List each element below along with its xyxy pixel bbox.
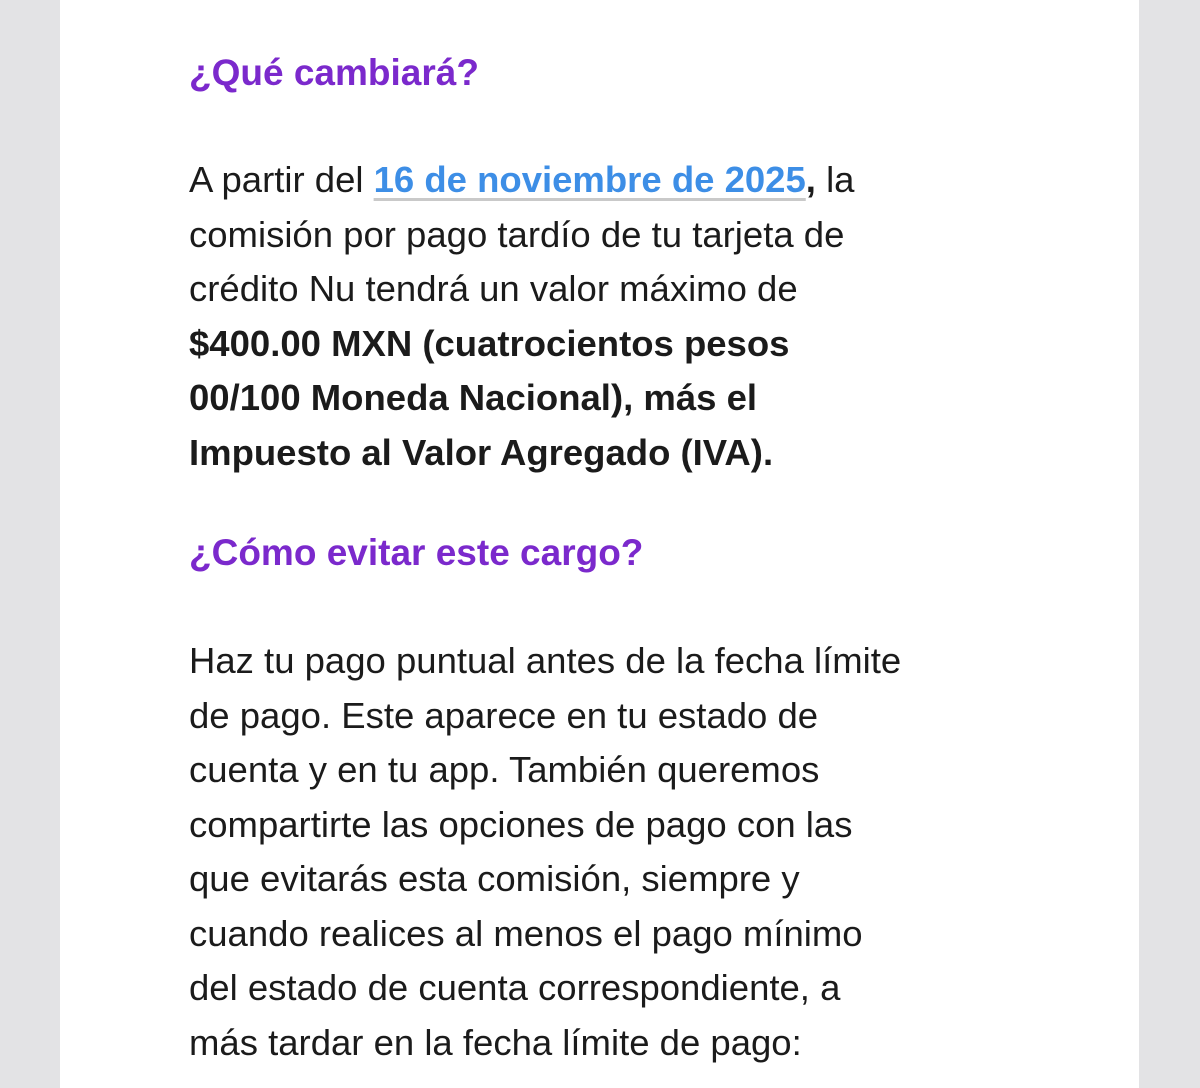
comma: ,: [805, 159, 816, 200]
text-line: [189, 153, 1049, 208]
text-line: más tardar en la fecha límite de pago:: [189, 1021, 802, 1063]
text-fragment: A partir del: [189, 159, 374, 200]
text-line: Haz tu pago puntual antes de la fecha límite: [189, 640, 902, 681]
text-line: crédito Nu tendrá un valor máximo de: [189, 268, 798, 309]
paragraph-how-to-avoid: [189, 634, 1049, 1070]
bold-text-line: Impuesto al Valor Agregado (IVA).: [189, 431, 774, 473]
bold-text-line: $400.00 MXN (cuatrocientos pesos: [189, 322, 790, 364]
email-page: [60, 0, 1139, 1088]
bold-text-line: 00/100 Moneda Nacional), más el: [189, 377, 758, 418]
text-line: que evitarás esta comisión, siempre y: [189, 858, 800, 899]
paragraph-what-changes: [189, 153, 1049, 480]
text-line: de pago. Este aparece en tu estado de: [189, 694, 819, 736]
date-link[interactable]: 16 de noviembre de 2025: [373, 159, 806, 200]
text-line: del estado de cuenta correspondiente, a: [189, 967, 841, 1008]
text-line: comisión por pago tardío de tu tarjeta de: [189, 213, 845, 255]
section-title-how-to-avoid: ¿Cómo evitar este cargo?: [189, 532, 644, 573]
section-title-what-changes: ¿Qué cambiará?: [189, 52, 479, 93]
text-line: compartirte las opciones de pago con las: [189, 803, 853, 845]
text-line: cuenta y en tu app. También queremos: [189, 749, 820, 790]
text-line: cuando realices al menos el pago mínimo: [189, 912, 863, 954]
text-fragment: la: [815, 159, 855, 200]
